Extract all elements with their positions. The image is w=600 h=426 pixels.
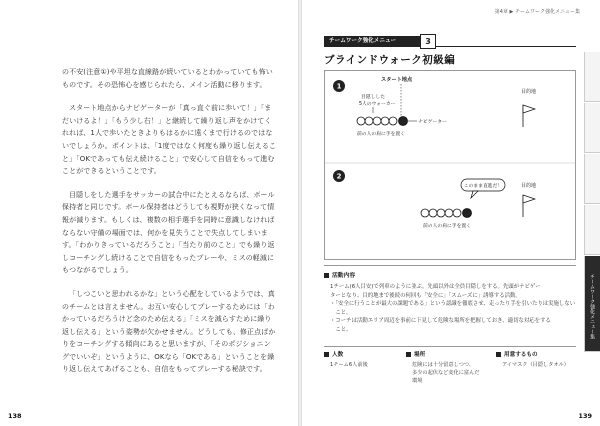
paragraph: 目隠しをした選手をサッカーの試合中にたとえるならば、ボール保持者と同じです。ボール保持者はどうしても視野が狭くなって情報が減ります。もしくは、複数の相手選手を同時に意識しなければならない守備の場面では、何かを見失うことで失点してしまいます。「わかりきっているだろうこと」「当たり前のこと」でも繰り返しコーチングし続けることで自信をもったプレーや、ミスの軽減にもつながるでしょう。	[62, 190, 275, 275]
chapter-tab	[584, 205, 600, 255]
place-line: 危険には十分留意しつつ、	[412, 362, 475, 368]
hold-label-2: 前の人の肩に手を置く	[423, 224, 471, 229]
chapter-tab-active: チームワーク強化メニュー集	[584, 256, 600, 352]
square-bullet-icon	[496, 352, 501, 357]
walker-group-2	[421, 209, 472, 218]
walker	[437, 209, 445, 217]
goal-label-1: 目的地	[521, 89, 537, 95]
goal-label-2: 目的地	[521, 183, 537, 189]
walker	[445, 209, 453, 217]
hold-label-1: 前の人の肩に手を置く	[357, 132, 405, 137]
start-label: スタート地点	[381, 77, 413, 83]
place-value	[412, 361, 492, 386]
navigator	[463, 209, 472, 218]
title-rule	[436, 46, 576, 47]
page-number-left: 138	[8, 412, 22, 420]
left-page	[0, 0, 298, 426]
chapter-tabs	[584, 52, 600, 353]
activity-line: ・コーチは活動エリア周辺を事前に下見して危険な場所を把握しておき、適切な対応をする	[330, 318, 551, 325]
place-line: 環境	[412, 378, 423, 385]
info-divider	[324, 346, 576, 347]
place-line: 多少の起伏など変化に富んだ	[412, 370, 480, 377]
people-heading	[324, 350, 343, 358]
square-bullet-icon	[406, 352, 411, 357]
activity-line: こと。	[330, 309, 352, 316]
menu-label: チームワーク強化メニュー	[324, 36, 432, 47]
activity-line: ・「安全に行うことが最大の課題である」という認識を徹底させ、走ったり手を引いたりは実施しない	[330, 301, 576, 308]
navigator	[399, 117, 408, 126]
bubble-text: このまま直進だ！	[463, 184, 503, 189]
activity-heading	[324, 270, 355, 279]
walker	[373, 117, 381, 125]
paragraph: スタート地点からナビゲーターが「真っ直ぐ前に歩いて！」「まだいけるよ！」「もう少し右！」と継続して繰り返し声をかけてくれれば、1人で歩いたときよりもはるかに遠くまで行けるのではないでしょうか。ポイントは、「1度ではなく何度も繰り返し伝えること」「OKであっても伝え続けること」で安心して自信をもって進むことができるということです。	[62, 104, 277, 176]
body-text	[62, 66, 277, 387]
menu-number: 3	[420, 34, 436, 49]
walker	[357, 117, 365, 125]
walker-label-line2: 5人のウォーカー	[359, 102, 396, 107]
activity-line: ターとなり、目的地まで後続の何回も「安全に」「スムーズに」誘導する活動。	[330, 292, 521, 299]
people-value: 1チーム6人前後	[330, 362, 368, 368]
goal-flag-2	[523, 195, 535, 217]
square-bullet-icon	[324, 273, 329, 278]
speech-bubble	[461, 179, 505, 198]
paragraph: 「しつこいと思われるかな」という心配をしているようでは、真のチームとは言えません。お互い安心してプレーするためには「わかっているだろうけど念のため伝える」「ミスを減らすために繰り返し伝える」という姿勢が欠かせません。どうしても、修正点ばかりをコーチングする傾向にあると思いますが、「そのポジショニングでいいぞ」というように、OKなら「OKである」ということを繰り返し伝えてあげることも、自信をもってプレーする秘訣です。	[62, 289, 276, 374]
step-number-2: 2	[336, 172, 342, 181]
place-heading	[406, 350, 425, 358]
items-value: アイマスク（目隠しタオル）	[502, 362, 569, 368]
chapter-tab	[584, 154, 600, 204]
goal-flag-1	[523, 105, 535, 127]
walker	[365, 117, 373, 125]
diagram-panel	[324, 70, 576, 260]
items-heading	[496, 350, 538, 358]
place-label: 場所	[414, 352, 426, 358]
right-page	[302, 0, 600, 426]
walker	[389, 117, 397, 125]
walker-group-1	[357, 117, 408, 126]
navigator-label: ナビゲーター	[418, 120, 447, 125]
chapter-tab	[584, 103, 600, 153]
people-label: 人数	[332, 352, 344, 358]
walker	[453, 209, 461, 217]
walker-label-line1: 目隠しした	[361, 95, 385, 100]
items-label: 用意するもの	[504, 352, 538, 358]
paragraph: の不安(注意①)や平坦な直線路が続いているとわかっていても怖いものです。その恐怖心を感じられたら、メイン活動に移ります。	[62, 68, 273, 89]
activity-divider	[324, 265, 576, 266]
walker	[429, 209, 437, 217]
square-bullet-icon	[324, 352, 329, 357]
activity-line: 1チーム(6人目安)で列車のように並ぶ。先頭以外は全員目隠しをする。先頭がナビゲー	[330, 284, 541, 290]
walker	[421, 209, 429, 217]
activity-line: こと。	[330, 326, 352, 333]
activity-details	[330, 283, 576, 335]
chapter-tab	[584, 52, 600, 102]
step-number-1: 1	[336, 82, 342, 91]
activity-label: 活動内容	[332, 273, 356, 279]
page-number-right: 139	[578, 412, 592, 420]
walker	[381, 117, 389, 125]
drill-diagram	[325, 71, 575, 259]
running-head: 第4章 ▶ チームワーク強化メニュー集	[494, 9, 580, 15]
drill-title: ブラインドウォーク初級編	[324, 54, 456, 66]
